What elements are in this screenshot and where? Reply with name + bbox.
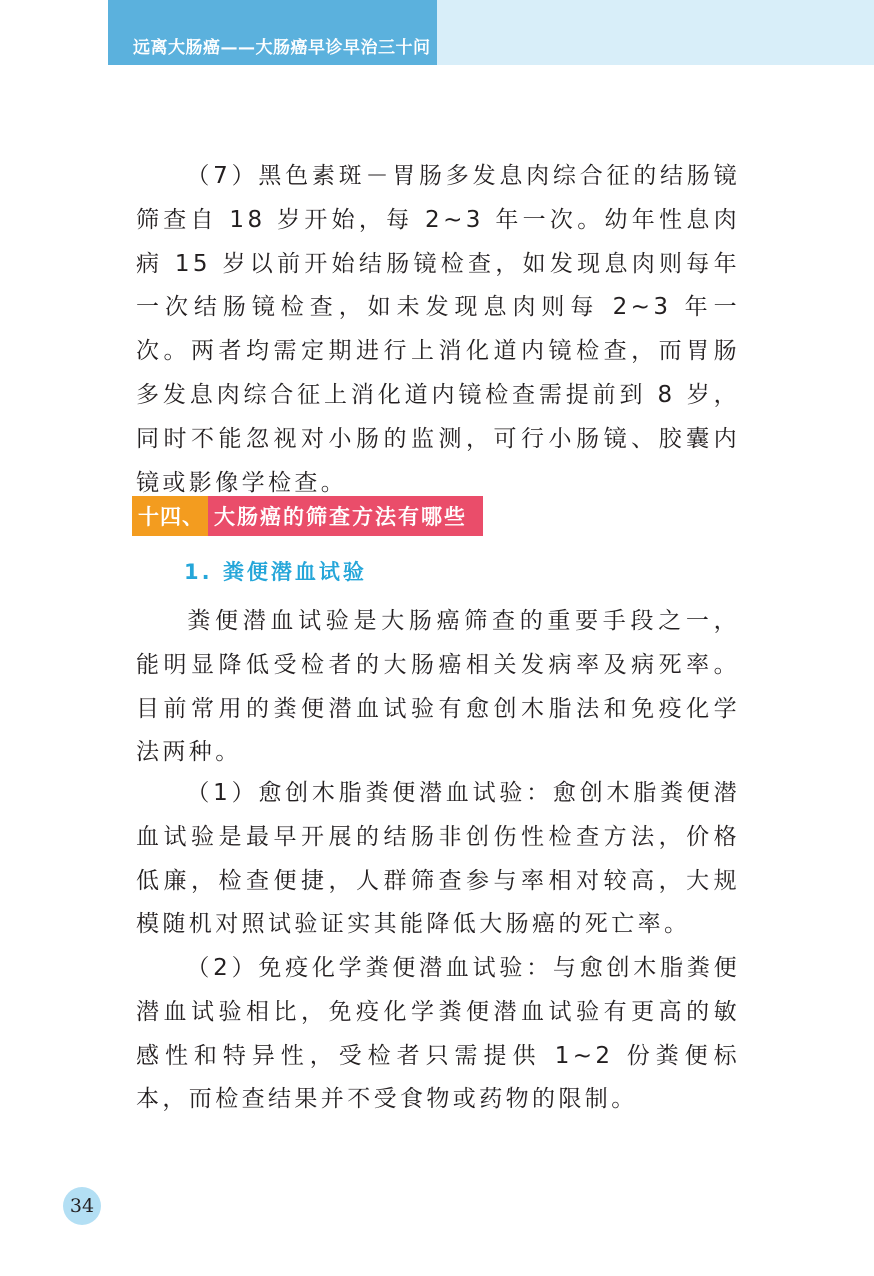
paragraph-text: 粪便潜血试验是大肠癌筛查的重要手段之一，能明显降低受检者的大肠癌相关发病率及病死率。目前常用的粪便潜血试验有愈创木脂法和免疫化学法两种。 xyxy=(136,608,740,766)
paragraph-text: （2）免疫化学粪便潜血试验：与愈创木脂粪便潜血试验相比，免疫化学粪便潜血试验有更高的敏感性和特异性，受检者只需提供 1~2 份粪便标本，而检查结果并不受食物或药物的限制。 xyxy=(136,955,740,1113)
paragraph-immunochemical-fobt xyxy=(136,947,740,1122)
paragraph-text: （1）愈创木脂粪便潜血试验：愈创木脂粪便潜血试验是最早开展的结肠非创伤性检查方法，价格低廉，检查便捷，人群筛查参与率相对较高，大规模随机对照试验证实其能降低大肠癌的死亡率。 xyxy=(136,780,740,938)
section-number: 十四、 xyxy=(132,496,208,536)
paragraph-peutz-jeghers xyxy=(136,155,740,505)
subsection-title: 1. 粪便潜血试验 xyxy=(184,560,367,584)
paragraph-fobt-intro xyxy=(136,600,740,775)
running-header-title: 远离大肠癌——大肠癌早诊早治三十问 xyxy=(133,38,431,58)
paragraph-text: （7）黑色素斑－胃肠多发息肉综合征的结肠镜筛查自 18 岁开始，每 2~3 年一次。幼年性息肉病 15 岁以前开始结肠镜检查，如发现息肉则每年一次结肠镜检查，如未发现息肉则每 2~3 年一次。两者均需定期进行上消化道内镜检查，而胃肠多发息肉综合征上消化道内镜检查需提前到 8 岁，同时不能忽视对小肠的监测，可行小肠镜、胶囊内镜或影像学检查。 xyxy=(136,163,740,496)
section-heading xyxy=(132,496,483,536)
paragraph-guaiac-fobt xyxy=(136,772,740,947)
header-bar-light xyxy=(437,0,874,65)
page-number: 34 xyxy=(63,1187,101,1225)
section-title: 大肠癌的筛查方法有哪些 xyxy=(208,496,483,536)
